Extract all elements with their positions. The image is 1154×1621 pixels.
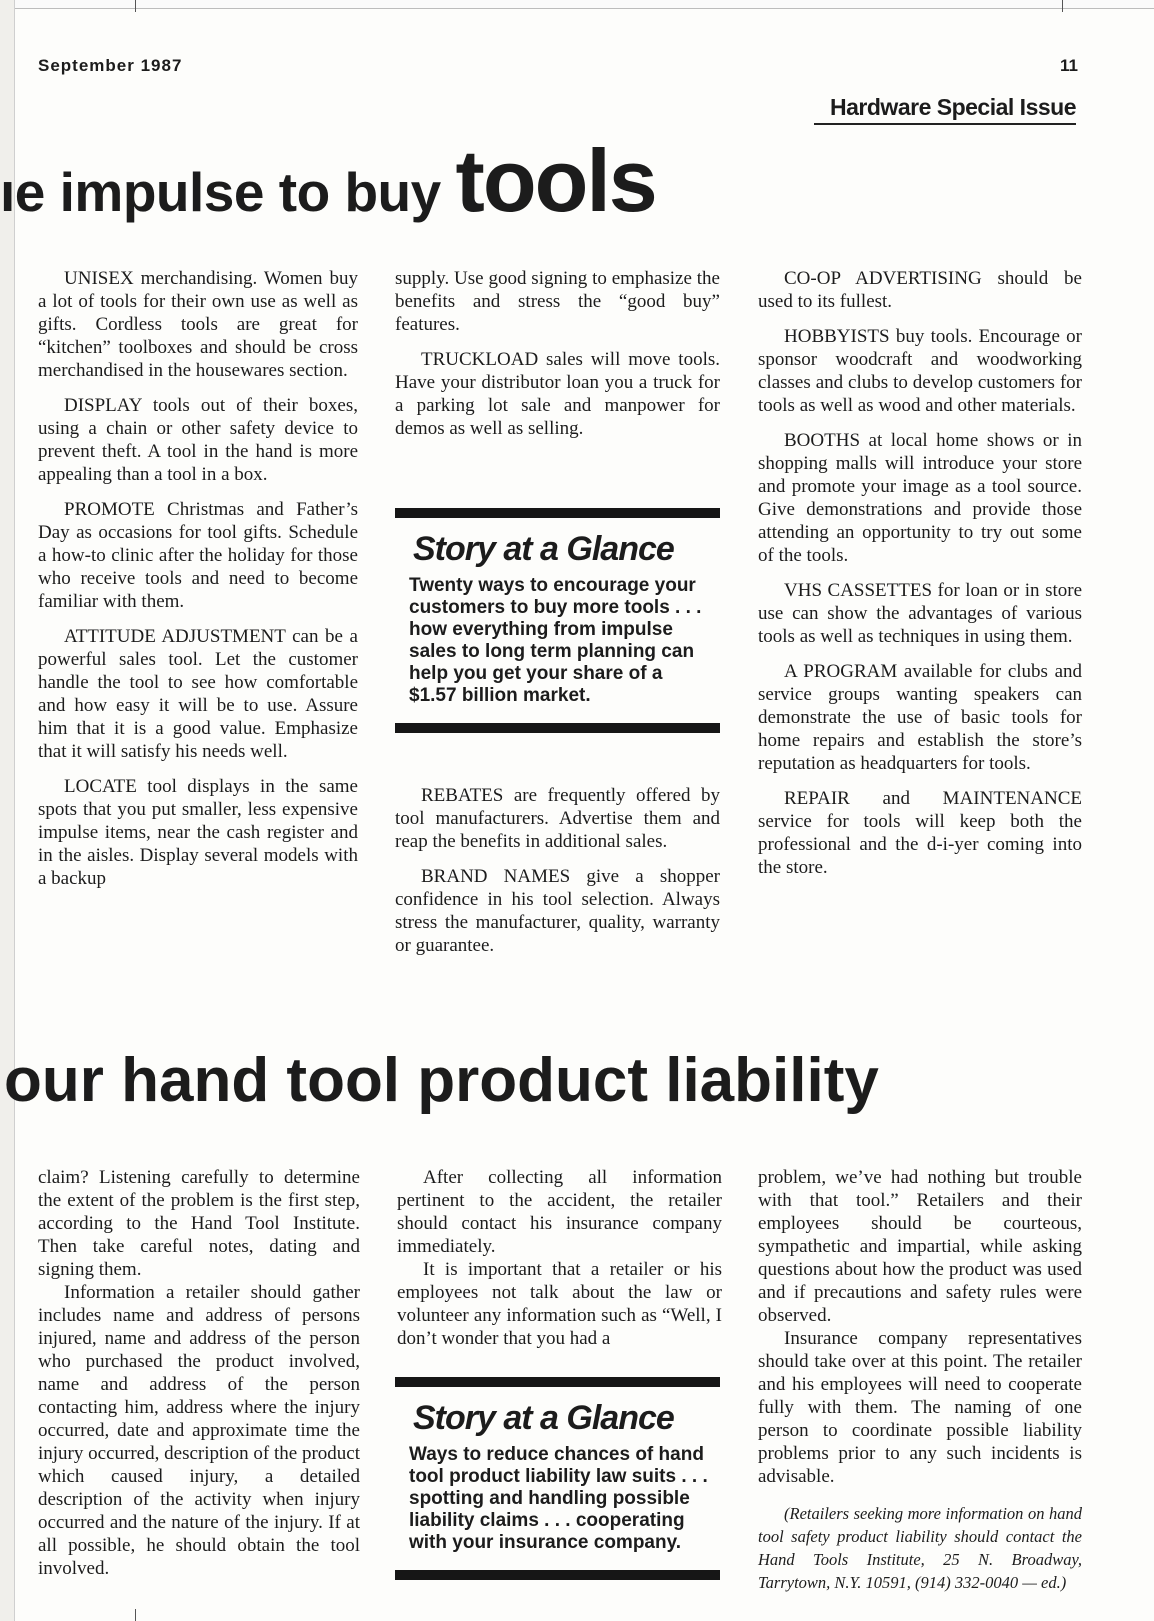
issue-date: September 1987 (38, 56, 183, 75)
box-rule-bottom (395, 723, 720, 733)
crop-mark (135, 1609, 136, 1621)
article1-column2-bottom (395, 784, 720, 969)
paragraph: REPAIR and MAINTENANCE service for tools will keep both the professional and the d-i-yer coming into the store. (758, 788, 1082, 878)
box-title: Story at a Glance (413, 1399, 674, 1437)
paragraph: CO-OP ADVERTISING should be used to its fullest. (758, 268, 1082, 312)
paragraph: PROMOTE Christmas and Father’s Day as occasions for tool gifts. Schedule a how-to clinic after the holiday for those who receive tools and need to become familiar with them. (38, 499, 358, 612)
box-rule-top (395, 1377, 720, 1387)
article1-column3 (758, 267, 1082, 891)
paragraph: supply. Use good signing to emphasize the benefits and stress the “good buy” features. (395, 268, 720, 335)
article2-column1 (38, 1166, 360, 1580)
paragraph: A PROGRAM available for clubs and service groups wanting speakers can demonstrate the use of basic tools for home repairs and establish the store’s reputation as headquarters for tools. (758, 661, 1082, 774)
paragraph: BOOTHS at local home shows or in shopping malls will introduce your store and promote your image as a tool source. Give demonstrations and provide those attending an opportunity to try out some of the tools. (758, 430, 1082, 566)
paragraph: After collecting all information pertinent to the accident, the retailer should contact his insurance company immediately. (397, 1167, 722, 1257)
paragraph: DISPLAY tools out of their boxes, using a chain or other safety device to prevent theft. A tool in the hand is more appealing than a tool in a box. (38, 395, 358, 485)
paragraph: TRUCKLOAD sales will move tools. Have your distributor loan you a truck for a parking lot sale and manpower for demos as well as selling. (395, 349, 720, 439)
article1-column1 (38, 267, 358, 902)
article2-column3 (758, 1166, 1082, 1606)
paragraph: claim? Listening carefully to determine the extent of the problem is the first step, according to the Hand Tool Institute. Then take careful notes, dating and signing them. (38, 1167, 360, 1280)
paragraph: LOCATE tool displays in the same spots that you put smaller, less expensive impulse items, near the cash register and in the aisles. Display several models with a backup (38, 776, 358, 889)
paragraph: BRAND NAMES give a shopper confidence in his tool selection. Always stress the manufacturer, quality, warranty or guarantee. (395, 866, 720, 956)
article2-column2 (397, 1166, 722, 1350)
article1-headline (0, 130, 656, 232)
paragraph: VHS CASSETTES for loan or in store use can show the advantages of various tools as well as techniques in using them. (758, 580, 1082, 647)
box-title: Story at a Glance (413, 530, 674, 568)
story-at-a-glance-box-1 (395, 508, 720, 733)
page-number: 11 (1060, 56, 1078, 75)
article2-headline: our hand tool product liability (4, 1046, 879, 1115)
paragraph: ATTITUDE ADJUSTMENT can be a powerful sales tool. Let the customer handle the tool to see how comfortable and how easy it will be to use. Assure him that it is a good value. Emphasize that it will satisfy his needs well. (38, 626, 358, 762)
story-at-a-glance-box-2 (395, 1377, 720, 1580)
paragraph: Insurance company representatives should take over at this point. The retailer and his employees will need to cooperate fully with them. The naming of one person to coordinate possible liability problems prior to any such incidents is advisable. (758, 1328, 1082, 1487)
headline-part2: tools (455, 131, 656, 230)
box-rule-top (395, 508, 720, 518)
paragraph: problem, we’ve had nothing but trouble with that tool.” Retailers and their employees should be courteous, sympathetic and impartial, while asking questions about how the product was used and if precautions and safety rules were observed. (758, 1167, 1082, 1326)
section-title: Hardware Special Issue (814, 94, 1076, 125)
paragraph: REBATES are frequently offered by tool manufacturers. Advertise them and reap the benefits in additional sales. (395, 785, 720, 852)
editor-credit-note: (Retailers seeking more information on hand tool safety product liability should contact the Hand Tools Institute, 25 N. Broadway, Tarrytown, N.Y. 10591, (914) 332-0040 — ed.) (758, 1504, 1082, 1592)
crop-mark (1062, 0, 1063, 12)
paragraph: It is important that a retailer or his employees not talk about the law or volunteer any information such as “Well, I don’t wonder that you had a (397, 1259, 722, 1349)
crop-mark (135, 0, 136, 12)
page-binding-edge (0, 0, 15, 1621)
paragraph: UNISEX merchandising. Women buy a lot of tools for their own use as well as gifts. Cordless tools are great for “kitchen” toolboxes and should be cross merchandised in the housewares section. (38, 268, 358, 381)
paragraph: HOBBYISTS buy tools. Encourage or sponsor woodcraft and woodworking classes and clubs to develop customers for tools as well as wood and other materials. (758, 326, 1082, 416)
box-summary: Twenty ways to encourage your customers to buy more tools . . . how everything from impulse sales to long term planning can help you get your share of a $1.57 billion market. (409, 575, 702, 706)
paragraph: Information a retailer should gather includes name and address of persons injured, name and address of the person who purchased the product involved, name and address of the person contacting him, address where the injury occurred, date and approximate time the injury occurred, description of the product which caused injury, a detailed description of the activity when injury occurred and the nature of the injury. If at all possible, he should obtain the tool involved. (38, 1282, 360, 1579)
article1-column2-top (395, 267, 720, 452)
box-summary: Ways to reduce chances of hand tool product liability law suits . . . spotting and handling possible liability claims . . . cooperating with your insurance company. (409, 1444, 708, 1553)
headline-part1: ıe impulse to buy (0, 161, 441, 223)
page-top-edge (0, 0, 1154, 9)
box-rule-bottom (395, 1570, 720, 1580)
